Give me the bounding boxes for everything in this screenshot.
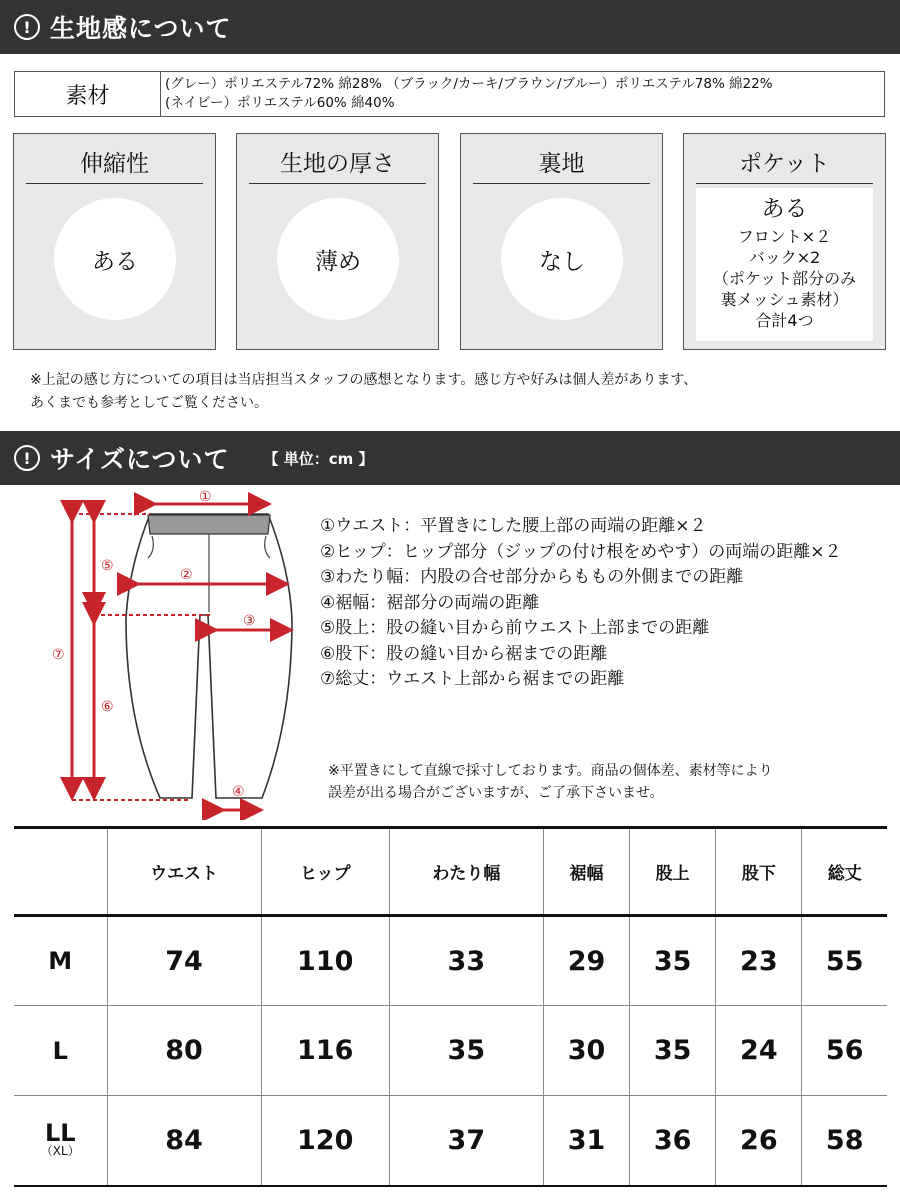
exclamation-circle-icon: !	[14, 14, 40, 40]
unit-label: 【 単位：cm 】	[263, 449, 374, 468]
size-label: L	[14, 1006, 107, 1096]
material-line: (グレー）ポリエステル72% 綿28% （ブラック/カーキ/ブラウン/ブルー）ポリエステル78% 綿22%	[165, 76, 773, 92]
table-row	[14, 1006, 887, 1096]
marker-7: ⑦	[52, 647, 65, 663]
table-row	[14, 1096, 887, 1186]
marker-3: ③	[243, 613, 256, 629]
note-line: 誤差が出る場合がございますが、ご了承下さいませ。	[328, 785, 664, 801]
marker-4: ④	[232, 784, 245, 800]
pocket-card	[683, 133, 886, 350]
card-title: 生地の厚さ	[249, 146, 426, 184]
note-line: ※上記の感じ方についての項目は当店担当スタッフの感想となります。感じ方や好みは個人差があります、	[30, 372, 698, 388]
card-value: なし	[501, 198, 623, 320]
material-line: (ネイビー）ポリエステル60% 綿40%	[165, 95, 395, 111]
table-cell: 37	[389, 1096, 543, 1186]
table-cell: 35	[630, 916, 716, 1006]
pocket-detail-line: 裏メッシュ素材）	[720, 290, 849, 309]
card-title: 伸縮性	[26, 146, 203, 184]
pants-measurement-diagram	[0, 480, 310, 820]
table-cell: 120	[261, 1096, 389, 1186]
marker-5: ⑤	[101, 558, 114, 574]
size-label-cell	[14, 1096, 107, 1186]
stretch-card	[13, 133, 216, 350]
size-label: LL	[44, 1119, 76, 1148]
table-cell: 33	[389, 916, 543, 1006]
table-cell: 36	[630, 1096, 716, 1186]
marker-1: ①	[199, 489, 212, 505]
size-table	[14, 826, 887, 1187]
fabric-section-title: 生地感について	[50, 14, 232, 43]
table-cell: 26	[716, 1096, 802, 1186]
lining-card	[460, 133, 663, 350]
table-cell: 30	[543, 1006, 629, 1096]
material-value	[161, 72, 773, 116]
material-label: 素材	[15, 72, 161, 116]
table-cell: 74	[107, 916, 261, 1006]
size-section-title: サイズについて	[50, 445, 230, 474]
column-header: ウエスト	[107, 828, 261, 916]
fabric-note	[30, 369, 697, 415]
legend-item: ③わたり幅：内股の合せ部分からももの外側までの距離	[320, 567, 744, 587]
legend-item: ⑦総丈：ウエスト上部から裾までの距離	[320, 669, 625, 689]
exclamation-circle-icon: !	[14, 445, 40, 471]
column-header	[14, 828, 107, 916]
table-cell: 23	[716, 916, 802, 1006]
size-section-header	[0, 431, 900, 485]
marker-6: ⑥	[101, 699, 114, 715]
table-cell: 24	[716, 1006, 802, 1096]
table-cell: 84	[107, 1096, 261, 1186]
marker-2: ②	[180, 567, 193, 583]
column-header: 裾幅	[543, 828, 629, 916]
card-value: ある	[54, 198, 176, 320]
note-line: あくまでも参考としてご覧ください。	[30, 395, 268, 411]
legend-item: ⑤股上：股の縫い目から前ウエスト上部までの距離	[320, 618, 710, 638]
pocket-details	[696, 188, 873, 341]
table-cell: 116	[261, 1006, 389, 1096]
table-header-row	[14, 828, 887, 916]
fabric-section-header	[0, 0, 900, 54]
table-cell: 35	[389, 1006, 543, 1096]
column-header: 股上	[630, 828, 716, 916]
card-title: ポケット	[696, 146, 873, 184]
pocket-detail-line: フロント×２	[737, 227, 832, 246]
material-row	[14, 71, 885, 117]
table-cell: 35	[630, 1006, 716, 1096]
pocket-detail-line: （ポケット部分のみ	[712, 269, 857, 288]
pocket-detail-line: 合計4つ	[755, 311, 814, 330]
size-label: M	[14, 916, 107, 1006]
column-header: わたり幅	[389, 828, 543, 916]
pocket-detail-line: バック×2	[748, 248, 821, 267]
table-cell: 58	[802, 1096, 887, 1186]
table-cell: 56	[802, 1006, 887, 1096]
column-header: ヒップ	[261, 828, 389, 916]
card-value: 薄め	[277, 198, 399, 320]
legend-item: ④裾幅：裾部分の両端の距離	[320, 592, 540, 613]
pocket-value: ある	[761, 196, 808, 222]
table-cell: 31	[543, 1096, 629, 1186]
column-header: 股下	[716, 828, 802, 916]
column-header: 総丈	[802, 828, 887, 916]
size-sublabel: （XL）	[40, 1144, 80, 1159]
size-note	[328, 760, 773, 804]
table-row	[14, 916, 887, 1006]
waistband	[148, 515, 270, 534]
legend-item: ⑥股下：股の縫い目から裾までの距離	[320, 643, 608, 664]
card-title: 裏地	[473, 146, 650, 184]
table-cell: 29	[543, 916, 629, 1006]
measurement-legend	[320, 514, 841, 693]
thickness-card	[236, 133, 439, 350]
legend-item: ①ウエスト：平置きにした腰上部の両端の距離×２	[320, 516, 707, 536]
table-cell: 110	[261, 916, 389, 1006]
legend-item: ②ヒップ：ヒップ部分（ジップの付け根をめやす）の両端の距離×２	[320, 541, 842, 562]
table-cell: 80	[107, 1006, 261, 1096]
table-cell: 55	[802, 916, 887, 1006]
note-line: ※平置きにして直線で採寸しております。商品の個体差、素材等により	[328, 763, 773, 779]
